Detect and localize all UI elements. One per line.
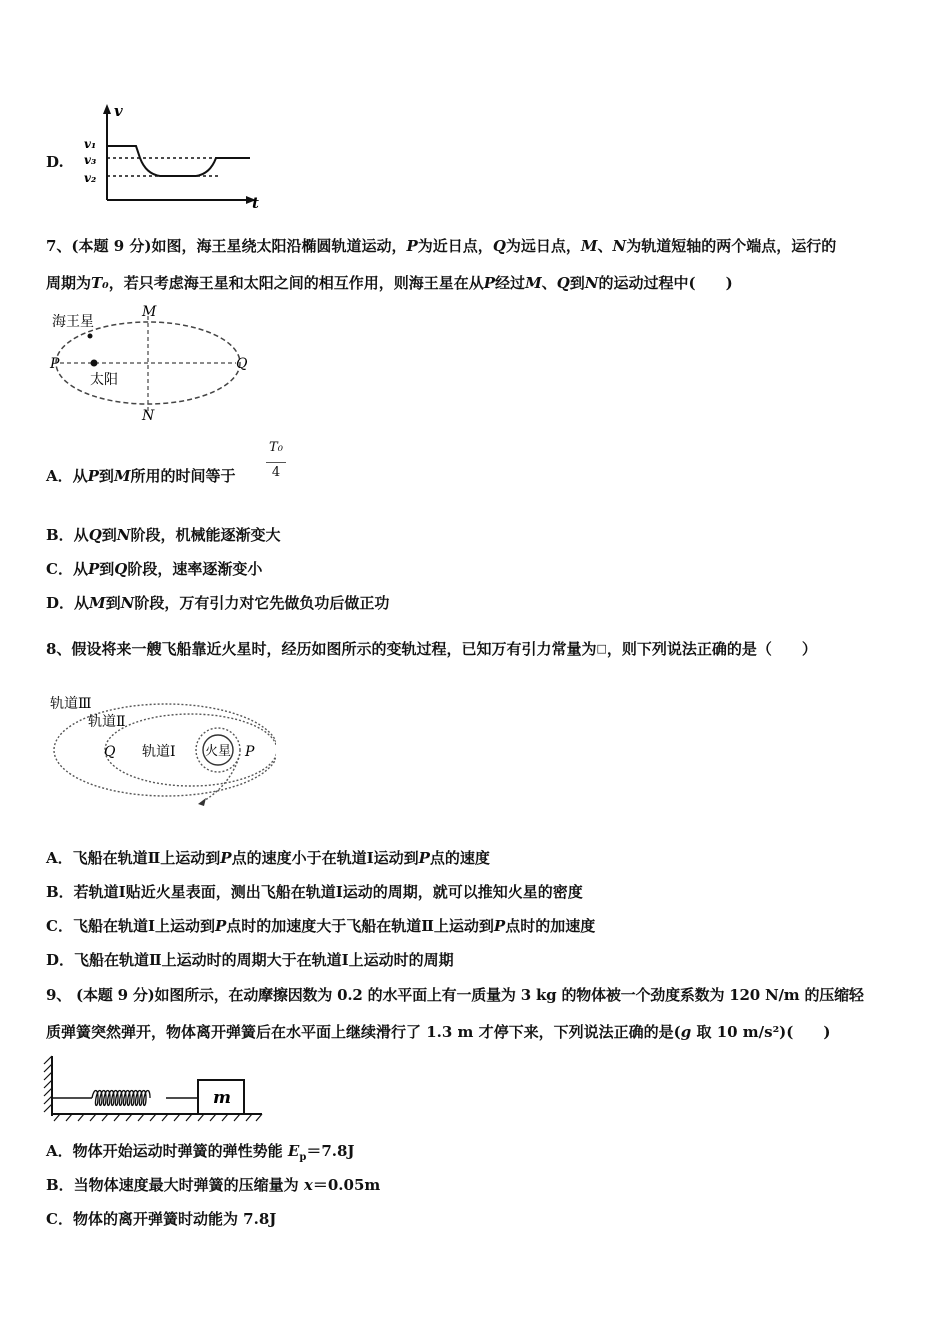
label-P: P	[50, 356, 60, 372]
q8-option-a[interactable]: A．飞船在轨道Ⅱ上运动到P点的速度小于在轨道Ⅰ运动到P点的速度	[46, 849, 490, 867]
label-orbit-I: 轨道Ⅰ	[142, 744, 176, 760]
fraction-denominator: 4	[271, 465, 281, 480]
tick-v3: v₃	[84, 153, 97, 167]
q9-option-b[interactable]: B．当物体速度最大时弹簧的压缩量为 x＝0.05m	[46, 1176, 381, 1194]
label-Q: Q	[104, 744, 116, 760]
spring-coil	[92, 1091, 150, 1106]
label-neptune: 海王星	[52, 314, 94, 330]
q8-orbit-figure	[46, 690, 276, 814]
label-sun: 太阳	[90, 372, 118, 388]
sun-dot	[91, 360, 98, 367]
q7-stem-line1: 7、(本题 9 分)如图，海王星绕太阳沿椭圆轨道运动，P为近日点，Q为远日点，M、N为轨道短轴的两个端点，运行的	[46, 237, 837, 255]
q9-stem-line1: 9、 (本题 9 分)如图所示，在动摩擦因数为 0.2 的水平面上有一质量为 3 kg 的物体被一个劲度系数为 120 N/m 的压缩轻	[46, 986, 864, 1004]
q8-option-c[interactable]: C．飞船在轨道Ⅰ上运动到P点时的加速度大于飞船在轨道Ⅱ上运动到P点时的加速度	[46, 917, 596, 935]
wall-hatching	[44, 1056, 52, 1112]
q7-option-c[interactable]: C．从P到Q阶段，速率逐渐变小	[46, 560, 263, 578]
fraction-bar	[266, 462, 286, 463]
q9-option-a[interactable]: A．物体开始运动时弹簧的弹性势能 $E_p=7.8J$	[46, 1142, 355, 1163]
q9-spring-figure	[40, 1052, 270, 1122]
q9-stem-line2: 质弹簧突然弹开，物体离开弹簧后在水平面上继续滑行了 1.3 m 才停下来，下列说法正确的是(g 取 10 m/s²)( )	[46, 1023, 831, 1041]
axis-label-v: v	[114, 102, 123, 120]
q7-stem-line2: 周期为T₀，若只考虑海王星和太阳之间的相互作用，则海王星在从P经过M、Q到N的运动过程中( )	[46, 274, 733, 292]
q7-option-a[interactable]: A．从P到M所用的时间等于	[46, 467, 236, 485]
q7-option-d[interactable]: D．从M到N阶段，万有引力对它先做负功后做正功	[46, 594, 390, 612]
q8-option-b[interactable]: B．若轨道Ⅰ贴近火星表面，测出飞船在轨道Ⅰ运动的周期，就可以推知火星的密度	[46, 883, 583, 901]
q9-option-c[interactable]: C．物体的离开弹簧时动能为 7.8J	[46, 1210, 277, 1228]
tick-v2: v₂	[84, 171, 97, 185]
floor-hatching	[54, 1114, 262, 1121]
q7-option-b[interactable]: B．从Q到N阶段，机械能逐渐变大	[46, 526, 281, 544]
label-P: P	[245, 744, 255, 760]
approach-arrow	[198, 798, 206, 806]
tick-v1: v₁	[84, 137, 97, 151]
label-orbit-II: 轨道Ⅱ	[88, 714, 126, 730]
y-axis-arrow	[103, 104, 111, 114]
block-label: m	[213, 1088, 231, 1108]
label-M: M	[142, 304, 157, 320]
label-orbit-III: 轨道Ⅲ	[50, 696, 92, 712]
q8-option-d[interactable]: D．飞船在轨道Ⅱ上运动时的周期大于在轨道Ⅰ上运动时的周期	[46, 951, 454, 969]
label-Q: Q	[236, 356, 248, 372]
label-N: N	[142, 408, 155, 424]
q6-vt-graph	[78, 100, 268, 212]
axis-label-t: t	[252, 194, 259, 212]
q7-orbit-figure	[46, 300, 266, 424]
velocity-curve	[107, 146, 250, 176]
neptune-dot	[88, 334, 93, 339]
q6-option-d-label: D.	[46, 153, 64, 171]
label-mars: 火星	[205, 744, 232, 759]
q8-stem: 8、假设将来一艘飞船靠近火星时，经历如图所示的变轨过程，已知万有引力常量为□，则下列说法正确的是（ ）	[46, 640, 817, 658]
fraction-numerator: T₀	[269, 440, 283, 455]
